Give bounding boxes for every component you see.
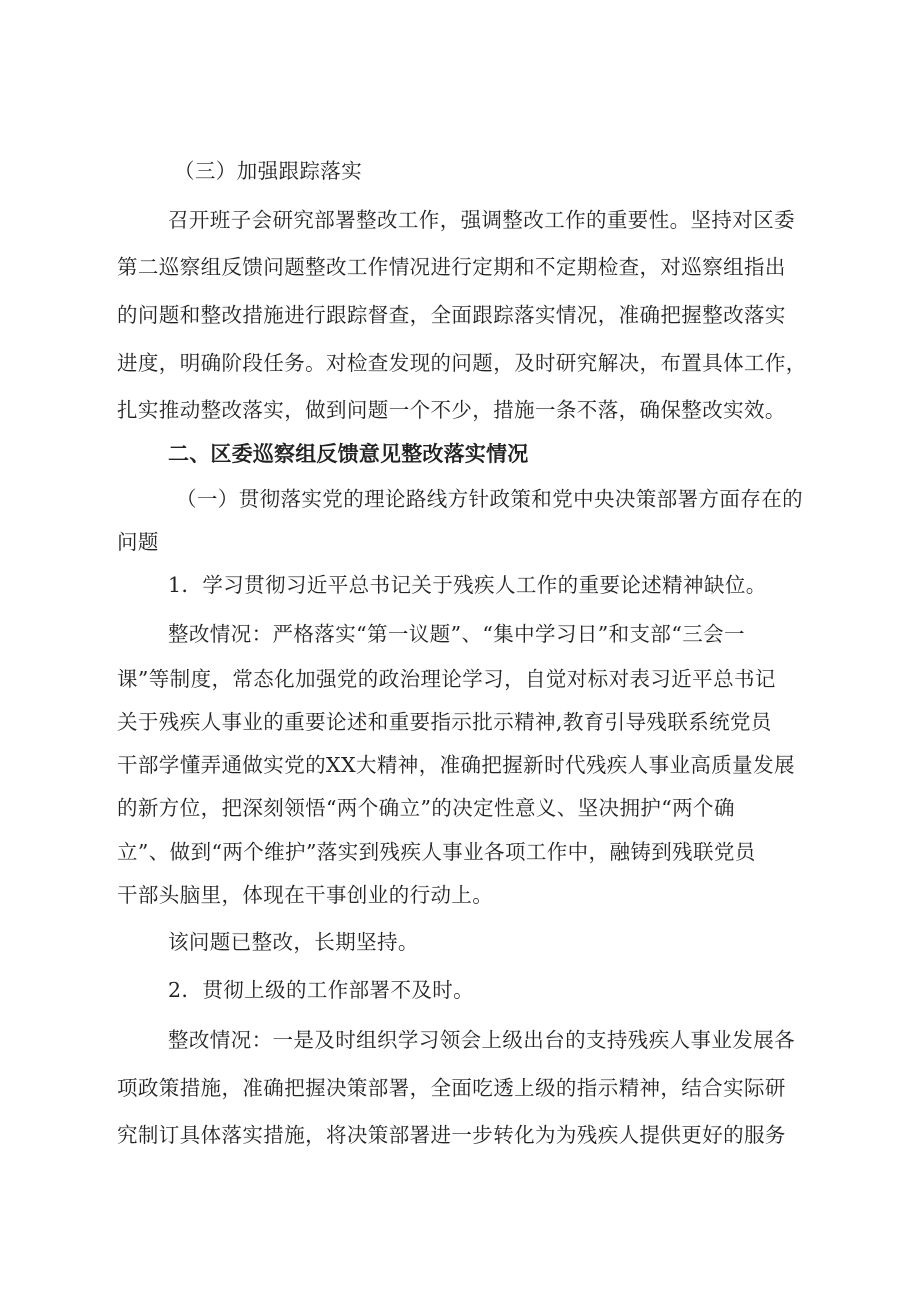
paragraph-line: 干部学懂弄通做实党的XX大精神，准确把握新时代残疾人事业高质量发展	[117, 753, 795, 777]
paragraph-line: 项政策措施，准确把握决策部署，全面吃透上级的指示精神，结合实际研	[117, 1076, 786, 1100]
paragraph-line: 的问题和整改措施进行跟踪督查，全面跟踪落实情况，准确把握整改落实	[117, 303, 786, 327]
paragraph-line: 整改情况：一是及时组织学习领会上级出台的支持残疾人事业发展各	[168, 1028, 795, 1052]
subsection-heading-1-cont: 问题	[117, 530, 159, 554]
paragraph-line: 立”、做到“两个维护”落实到残疾人事业各项工作中，融铸到残联党员	[117, 840, 756, 864]
paragraph-line: 关于残疾人事业的重要论述和重要指示批示精神,教育引导残联系统党员	[117, 710, 772, 734]
section-heading-3: （三）加强跟踪落实	[174, 159, 363, 183]
paragraph-line: 课”等制度，常态化加强党的政治理论学习，自觉对标对表习近平总书记	[117, 667, 776, 691]
paragraph-line: 干部头脑里，体现在干事创业的行动上。	[117, 883, 494, 907]
paragraph-line: 整改情况：严格落实“第一议题”、“集中学习日”和支部“三会一	[168, 622, 745, 646]
item-title-2: 2．贯彻上级的工作部署不及时。	[168, 978, 475, 1002]
paragraph-line: 该问题已整改，长期坚持。	[168, 930, 419, 954]
paragraph-line: 扎实推动整改落实，做到问题一个不少，措施一条不落，确保整改实效。	[117, 398, 786, 422]
paragraph-line: 第二巡察组反馈问题整改工作情况进行定期和不定期检查，对巡察组指出	[117, 255, 786, 279]
subsection-heading-1: （一）贯彻落实党的理论路线方针政策和党中央决策部署方面存在的	[176, 487, 803, 511]
paragraph-line: 召开班子会研究部署整改工作，强调整改工作的重要性。坚持对区委	[168, 208, 795, 232]
paragraph-line: 究制订具体落实措施，将决策部署进一步转化为为残疾人提供更好的服务	[117, 1123, 786, 1147]
item-title-1: 1．学习贯彻习近平总书记关于残疾人工作的重要论述精神缺位。	[168, 573, 767, 597]
paragraph-line: 的新方位，把深刻领悟“两个确立”的决定性意义、坚决拥护“两个确	[117, 796, 735, 820]
chapter-heading: 二、区委巡察组反馈意见整改落实情况	[168, 442, 529, 466]
paragraph-line: 进度，明确阶段任务。对检查发现的问题，及时研究解决，布置具体工作，	[117, 351, 807, 375]
